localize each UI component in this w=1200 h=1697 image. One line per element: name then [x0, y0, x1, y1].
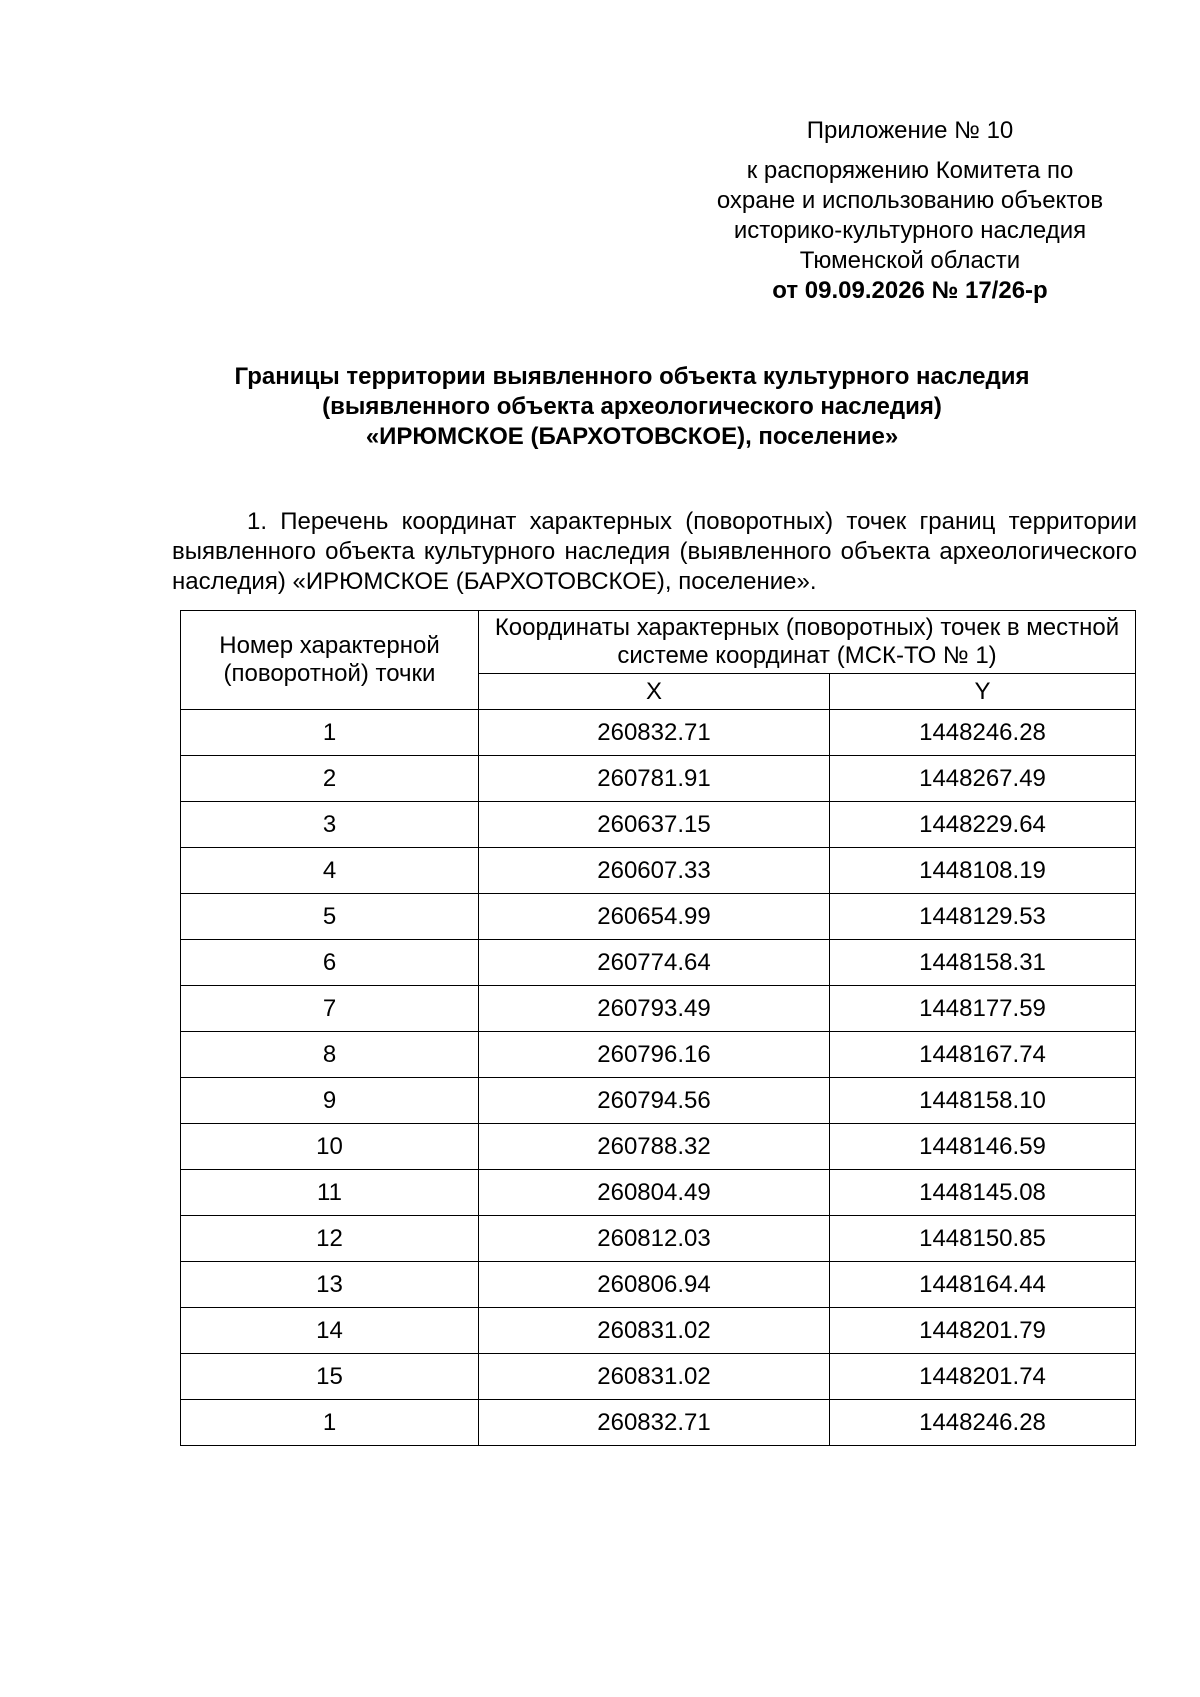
x-coordinate-cell: 260812.03: [479, 1216, 830, 1262]
attachment-line: историко-культурного наследия: [733, 217, 1087, 244]
attachment-block: [690, 156, 1130, 306]
y-coordinate-cell: 1448201.79: [830, 1308, 1136, 1354]
point-number-cell: 8: [181, 1032, 479, 1078]
point-number-cell: 15: [181, 1354, 479, 1400]
x-coordinate-cell: 260831.02: [479, 1354, 830, 1400]
x-coordinate-cell: 260793.49: [479, 986, 830, 1032]
y-coordinate-cell: 1448150.85: [830, 1216, 1136, 1262]
table-row: [181, 1216, 1136, 1262]
table-row: [181, 1308, 1136, 1354]
y-coordinate-cell: 1448246.28: [830, 1400, 1136, 1446]
table-row: [181, 986, 1136, 1032]
heading-line: (выявленного объекта археологического наследия): [322, 393, 942, 420]
point-number-cell: 7: [181, 986, 479, 1032]
table-row: [181, 1354, 1136, 1400]
attachment-line: Тюменской области: [799, 247, 1021, 274]
point-number-cell: 11: [181, 1170, 479, 1216]
y-coordinate-cell: 1448246.28: [830, 710, 1136, 756]
table-row: [181, 710, 1136, 756]
point-number-cell: 4: [181, 848, 479, 894]
x-coordinate-cell: 260831.02: [479, 1308, 830, 1354]
y-coordinate-cell: 1448201.74: [830, 1354, 1136, 1400]
y-coordinate-cell: 1448177.59: [830, 986, 1136, 1032]
x-coordinate-cell: 260804.49: [479, 1170, 830, 1216]
x-coordinate-cell: 260607.33: [479, 848, 830, 894]
table-row: [181, 1032, 1136, 1078]
heading-line: Границы территории выявленного объекта культурного наследия: [234, 363, 1030, 390]
point-number-cell: 10: [181, 1124, 479, 1170]
y-coordinate-cell: 1448129.53: [830, 894, 1136, 940]
point-number-cell: 2: [181, 756, 479, 802]
table-row: [181, 1124, 1136, 1170]
x-coordinate-cell: 260794.56: [479, 1078, 830, 1124]
table-header-row: [181, 611, 1136, 674]
y-coordinate-cell: 1448158.31: [830, 940, 1136, 986]
y-coordinate-cell: 1448229.64: [830, 802, 1136, 848]
y-coordinate-cell: 1448164.44: [830, 1262, 1136, 1308]
point-number-cell: 13: [181, 1262, 479, 1308]
x-coordinate-cell: 260832.71: [479, 1400, 830, 1446]
attachment-line: к распоряжению Комитета по: [746, 157, 1074, 184]
x-coordinate-cell: 260788.32: [479, 1124, 830, 1170]
table-row: [181, 894, 1136, 940]
header-point-number: Номер характерной (поворотной) точки: [181, 611, 479, 710]
point-number-cell: 3: [181, 802, 479, 848]
point-number-cell: 5: [181, 894, 479, 940]
attachment-title: Приложение № 10: [806, 117, 1014, 144]
x-coordinate-cell: 260654.99: [479, 894, 830, 940]
table-header: [181, 611, 1136, 710]
y-coordinate-cell: 1448167.74: [830, 1032, 1136, 1078]
header-y: Y: [830, 674, 1136, 710]
x-coordinate-cell: 260806.94: [479, 1262, 830, 1308]
table-row: [181, 1078, 1136, 1124]
y-coordinate-cell: 1448267.49: [830, 756, 1136, 802]
y-coordinate-cell: 1448108.19: [830, 848, 1136, 894]
table-row: [181, 848, 1136, 894]
header-coordinates: Координаты характерных (поворотных) точек в местной системе координат (МСК-ТО № 1): [479, 611, 1136, 674]
point-number-cell: 6: [181, 940, 479, 986]
y-coordinate-cell: 1448146.59: [830, 1124, 1136, 1170]
x-coordinate-cell: 260832.71: [479, 710, 830, 756]
y-coordinate-cell: 1448145.08: [830, 1170, 1136, 1216]
x-coordinate-cell: 260781.91: [479, 756, 830, 802]
point-number-cell: 12: [181, 1216, 479, 1262]
point-number-cell: 1: [181, 710, 479, 756]
point-number-cell: 14: [181, 1308, 479, 1354]
x-coordinate-cell: 260774.64: [479, 940, 830, 986]
coordinates-table: [180, 610, 1136, 1446]
table-body: [181, 710, 1136, 1446]
attachment-line: охране и использованию объектов: [716, 187, 1104, 214]
table-row: [181, 1170, 1136, 1216]
table-row: [181, 1262, 1136, 1308]
table-row: [181, 1400, 1136, 1446]
x-coordinate-cell: 260796.16: [479, 1032, 830, 1078]
y-coordinate-cell: 1448158.10: [830, 1078, 1136, 1124]
table-row: [181, 756, 1136, 802]
point-number-cell: 9: [181, 1078, 479, 1124]
point-number-cell: 1: [181, 1400, 479, 1446]
order-reference: от 09.09.2026 № 17/26-р: [772, 277, 1048, 304]
header-x: X: [479, 674, 830, 710]
table-row: [181, 940, 1136, 986]
x-coordinate-cell: 260637.15: [479, 802, 830, 848]
document-heading: [172, 362, 1092, 452]
table-row: [181, 802, 1136, 848]
intro-paragraph: 1. Перечень координат характерных (поворотных) точек границ территории выявленного объекта культурного наследия (выявленного объекта археологического наследия) «ИРЮМСКОЕ (БАРХОТОВСКОЕ), поселение».: [172, 508, 1137, 595]
heading-line: «ИРЮМСКОЕ (БАРХОТОВСКОЕ), поселение»: [365, 423, 899, 450]
